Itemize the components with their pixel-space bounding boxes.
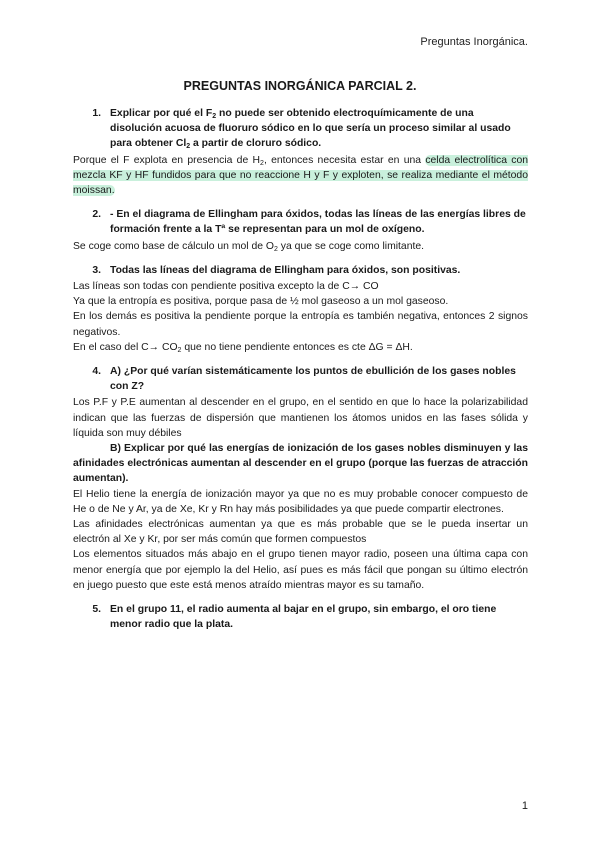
highlighted-text: celda electrolítica con mezcla KF y HF fundidos para que no reaccione H y F y exploten, se realiza mediante el método moissan.: [73, 154, 529, 197]
question-number: 4.: [92, 366, 101, 378]
question-4a: [73, 364, 528, 394]
answer-1: Porque el F explota en presencia de $H_2$, entonces necesita estar en una celda electrolítica con mezcla KF y HF fundidos para que no reaccione H y F y exploten, se realiza mediante el método moissan.: [73, 154, 529, 197]
answer-4b-line-1: El Helio tiene la energía de ionización mayor ya que no es muy probable conocer compuesto de He o de Ne y Ar, ya de Xe, Kr y Rn hay más posibilidades ya que puede compartir electrones.: [73, 488, 528, 515]
question-number: 3.: [92, 264, 101, 276]
question-number: 1.: [92, 108, 101, 119]
question-number: 2.: [92, 209, 101, 221]
document-body: [73, 106, 528, 634]
answer-4b-line-3: Los elementos situados más abajo en el grupo tienen mayor radio, poseen una última capa con menor energía que por ejemplo la del Helio, así pues es más fácil que pongan su último electrón en juego puesto que este está menos atraído mientras mayor es su tamaño.: [73, 549, 528, 591]
question-text: En el grupo 11, el radio aumenta al bajar en el grupo, sin embargo, el oro tiene menor radio que la plata.: [110, 604, 497, 631]
question-text: Explicar por qué el $F_2$ no puede ser obtenido electroquímicamente de una disolución acuosa de fluoruro sódico en lo que sería un proceso similar al usado para obtener $Cl_2$ a partir de cloruro sódico.: [110, 108, 511, 151]
question-1: [73, 106, 528, 152]
answer-3-line-4: En el caso del $C\to CO_2$ que no tiene pendiente entonces es cte ΔG = ΔH.: [73, 341, 413, 354]
question-5: [73, 602, 528, 632]
question-4b: B) Explicar por qué las energías de ionización de los gases nobles disminuyen y las afinidades electrónicas aumentan al descender en el grupo (porque las fuerzas de atracción aumentan).: [73, 443, 528, 485]
answer-4a: Los P.F y P.E aumentan al descender en el grupo, en el sentido en que lo hace la polarizabilidad indican que las fuerzas de dispersión que mantienen los átomos unidos en las fases sólida y líquida son muy débiles: [73, 397, 528, 439]
question-number: 5.: [92, 604, 101, 616]
page-number: 1: [521, 800, 528, 812]
question-2: [73, 207, 528, 237]
answer-2: Se coge como base de cálculo un mol de $O_2$ ya que se coge como limitante.: [73, 240, 425, 253]
question-text: A) ¿Por qué varían sistemáticamente los puntos de ebullición de los gases nobles con Z?: [110, 366, 516, 393]
answer-4b-line-2: Las afinidades electrónicas aumentan ya que es más probable que se le pueda insertar un electrón al Xe y Kr, por ser más común que formen compuestos: [73, 519, 528, 546]
document-title: PREGUNTAS INORGÁNICA PARCIAL 2.: [183, 79, 417, 93]
answer-3-line-3: En los demás es positiva la pendiente porque la entropía es también negativa, entonces 2 signos negativos.: [73, 311, 528, 338]
answer-3-line-2: Ya que la entropía es positiva, porque pasa de ½ mol gaseoso a un mol gaseoso.: [73, 296, 449, 308]
page-header: Preguntas Inorgánica.: [420, 36, 528, 48]
question-text: Todas las líneas del diagrama de Ellingham para óxidos, son positivas.: [110, 264, 461, 276]
question-text: - En el diagrama de Ellingham para óxidos, todas las líneas de las energías libres de formación frente a la Tª se representan para un mol de oxígeno.: [110, 209, 526, 236]
question-3: [73, 263, 528, 278]
answer-3-line-1: Las líneas son todas con pendiente positiva excepto la de C→ CO: [73, 281, 379, 293]
